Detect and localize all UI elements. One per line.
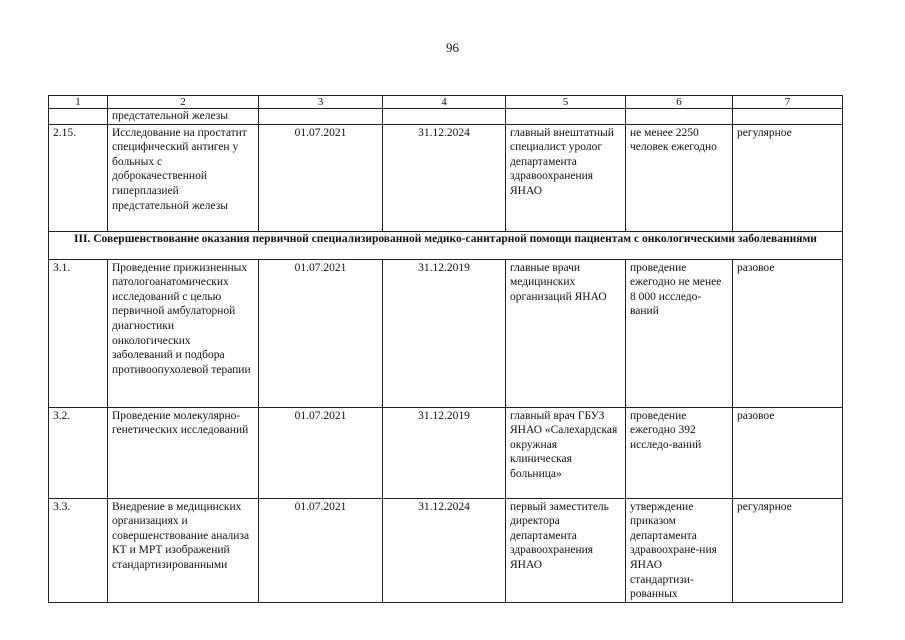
- section-heading: III. Совершенствование оказания первичной специализированной медико-санитарной помощи пациентам с онкологическими заболеваниями: [49, 231, 843, 259]
- table-cell: [383, 109, 506, 125]
- column-header: 1: [49, 96, 108, 109]
- activity-cell: Внедрение в медицинских организациях и совершенствование анализа КТ и МРТ изображений стандартизированными: [108, 498, 259, 602]
- end-date: 31.12.2019: [383, 259, 506, 407]
- start-date: 01.07.2021: [259, 259, 383, 407]
- table-row: [49, 124, 843, 231]
- responsible-cell: главный внештатный специалист уролог департамента здравоохранения ЯНАО: [506, 124, 626, 231]
- column-header: 5: [506, 96, 626, 109]
- column-number-row: [49, 96, 843, 109]
- start-date: 01.07.2021: [259, 124, 383, 231]
- indicator-cell: проведение ежегодно 392 исследо-ваний: [626, 407, 733, 498]
- table-row: [49, 407, 843, 498]
- type-cell: разовое: [733, 259, 843, 407]
- type-cell: регулярное: [733, 498, 843, 602]
- column-header: 6: [626, 96, 733, 109]
- activity-cell: предстательной железы: [108, 109, 259, 125]
- start-date: 01.07.2021: [259, 407, 383, 498]
- table-cell: [259, 109, 383, 125]
- type-cell: регулярное: [733, 124, 843, 231]
- row-number: 3.3.: [49, 498, 108, 602]
- end-date: 31.12.2024: [383, 124, 506, 231]
- section-row: [49, 231, 843, 259]
- type-cell: разовое: [733, 407, 843, 498]
- indicator-cell: не менее 2250 человек ежегодно: [626, 124, 733, 231]
- activity-cell: Проведение прижизненных патологоанатомических исследований с целью первичной амбулаторной диагностики онкологических заболеваний и подбора противоопухолевой терапии: [108, 259, 259, 407]
- table-cell: [626, 109, 733, 125]
- indicator-cell: утверждение приказом департамента здравоохране-ния ЯНАО стандартизи-рованных: [626, 498, 733, 602]
- column-header: 4: [383, 96, 506, 109]
- indicator-cell: проведение ежегодно не менее 8 000 исследо-ваний: [626, 259, 733, 407]
- responsible-cell: главные врачи медицинских организаций ЯНАО: [506, 259, 626, 407]
- row-number: 2.15.: [49, 124, 108, 231]
- table-cell: [49, 109, 108, 125]
- page-number: 96: [446, 40, 459, 55]
- table-cell: [733, 109, 843, 125]
- activity-cell: Проведение молекулярно-генетических исследований: [108, 407, 259, 498]
- column-header: 3: [259, 96, 383, 109]
- table-row: [49, 498, 843, 602]
- row-number: 3.1.: [49, 259, 108, 407]
- column-header: 7: [733, 96, 843, 109]
- column-header: 2: [108, 96, 259, 109]
- responsible-cell: главный врач ГБУЗ ЯНАО «Салехардская окружная клиническая больница»: [506, 407, 626, 498]
- row-number: 3.2.: [49, 407, 108, 498]
- continued-row: [49, 109, 843, 125]
- responsible-cell: первый заместитель директора департамента здравоохранения ЯНАО: [506, 498, 626, 602]
- table-cell: [506, 109, 626, 125]
- activity-cell: Исследование на простатит специфический антиген у больных с доброкачественной гиперплазией предстательной железы: [108, 124, 259, 231]
- measures-table: [48, 95, 843, 603]
- end-date: 31.12.2024: [383, 498, 506, 602]
- start-date: 01.07.2021: [259, 498, 383, 602]
- end-date: 31.12.2019: [383, 407, 506, 498]
- table-row: [49, 259, 843, 407]
